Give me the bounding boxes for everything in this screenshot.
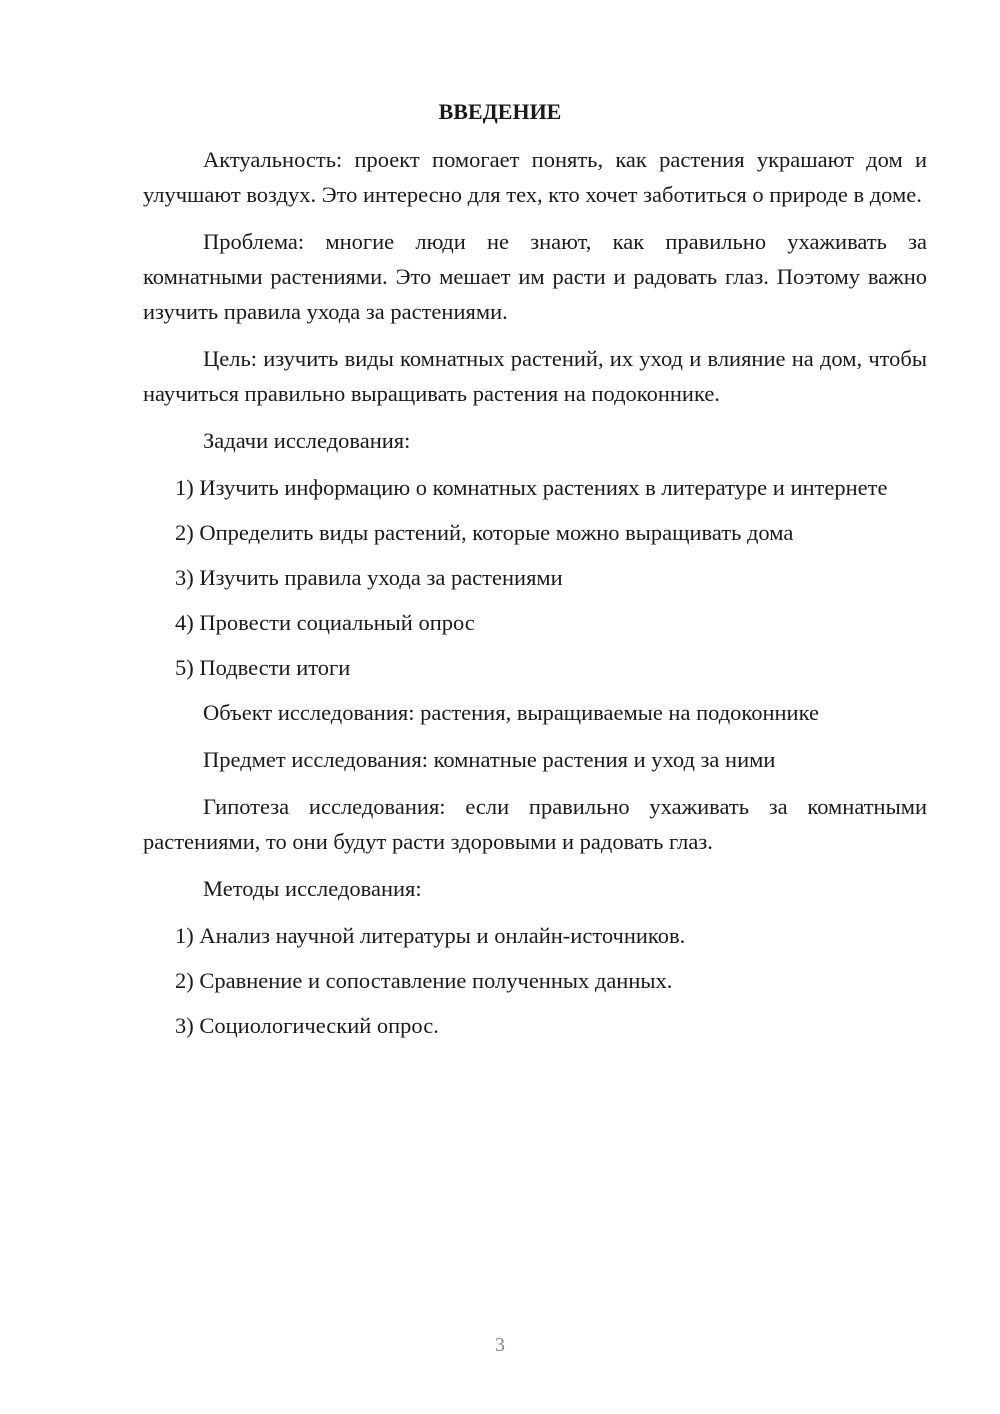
methods-title: Методы исследования: — [203, 876, 422, 901]
problem-paragraph: Проблема: многие люди не знают, как правильно ухаживать за комнатными растениями. Это мешает им расти и радовать глаз. Поэтому важно изучить правила ухода за растениями. — [143, 229, 927, 324]
task-item: 3) Изучить правила ухода за растениями — [175, 565, 563, 590]
hypothesis-paragraph: Гипотеза исследования: если правильно ухаживать за комнатными растениями, то они будут расти здоровыми и радовать глаз. — [143, 794, 927, 854]
subject-paragraph: Предмет исследования: комнатные растения и уход за ними — [203, 747, 776, 772]
tasks-list — [143, 470, 927, 685]
task-item: 4) Провести социальный опрос — [175, 610, 475, 635]
goal-paragraph: Цель: изучить виды комнатных растений, их уход и влияние на дом, чтобы научиться правильно выращивать растения на подоконнике. — [143, 346, 927, 406]
method-item: 2) Сравнение и сопоставление полученных данных. — [175, 968, 673, 993]
method-item: 1) Анализ научной литературы и онлайн-источников. — [175, 923, 686, 948]
document-body — [143, 142, 927, 1053]
section-heading: ВВЕДЕНИЕ — [438, 99, 562, 124]
task-item: 5) Подвести итоги — [175, 655, 351, 680]
task-item: 2) Определить виды растений, которые можно выращивать дома — [175, 520, 794, 545]
tasks-title: Задачи исследования: — [203, 428, 411, 453]
page-number: 3 — [495, 1334, 505, 1356]
methods-list — [143, 918, 927, 1043]
object-paragraph: Объект исследования: растения, выращиваемые на подоконнике — [203, 700, 819, 725]
method-item: 3) Социологический опрос. — [175, 1013, 439, 1038]
relevance-paragraph: Актуальность: проект помогает понять, как растения украшают дом и улучшают воздух. Это интересно для тех, кто хочет заботиться о природе в доме. — [143, 147, 927, 207]
task-item: 1) Изучить информацию о комнатных растениях в литературе и интернете — [175, 475, 888, 500]
